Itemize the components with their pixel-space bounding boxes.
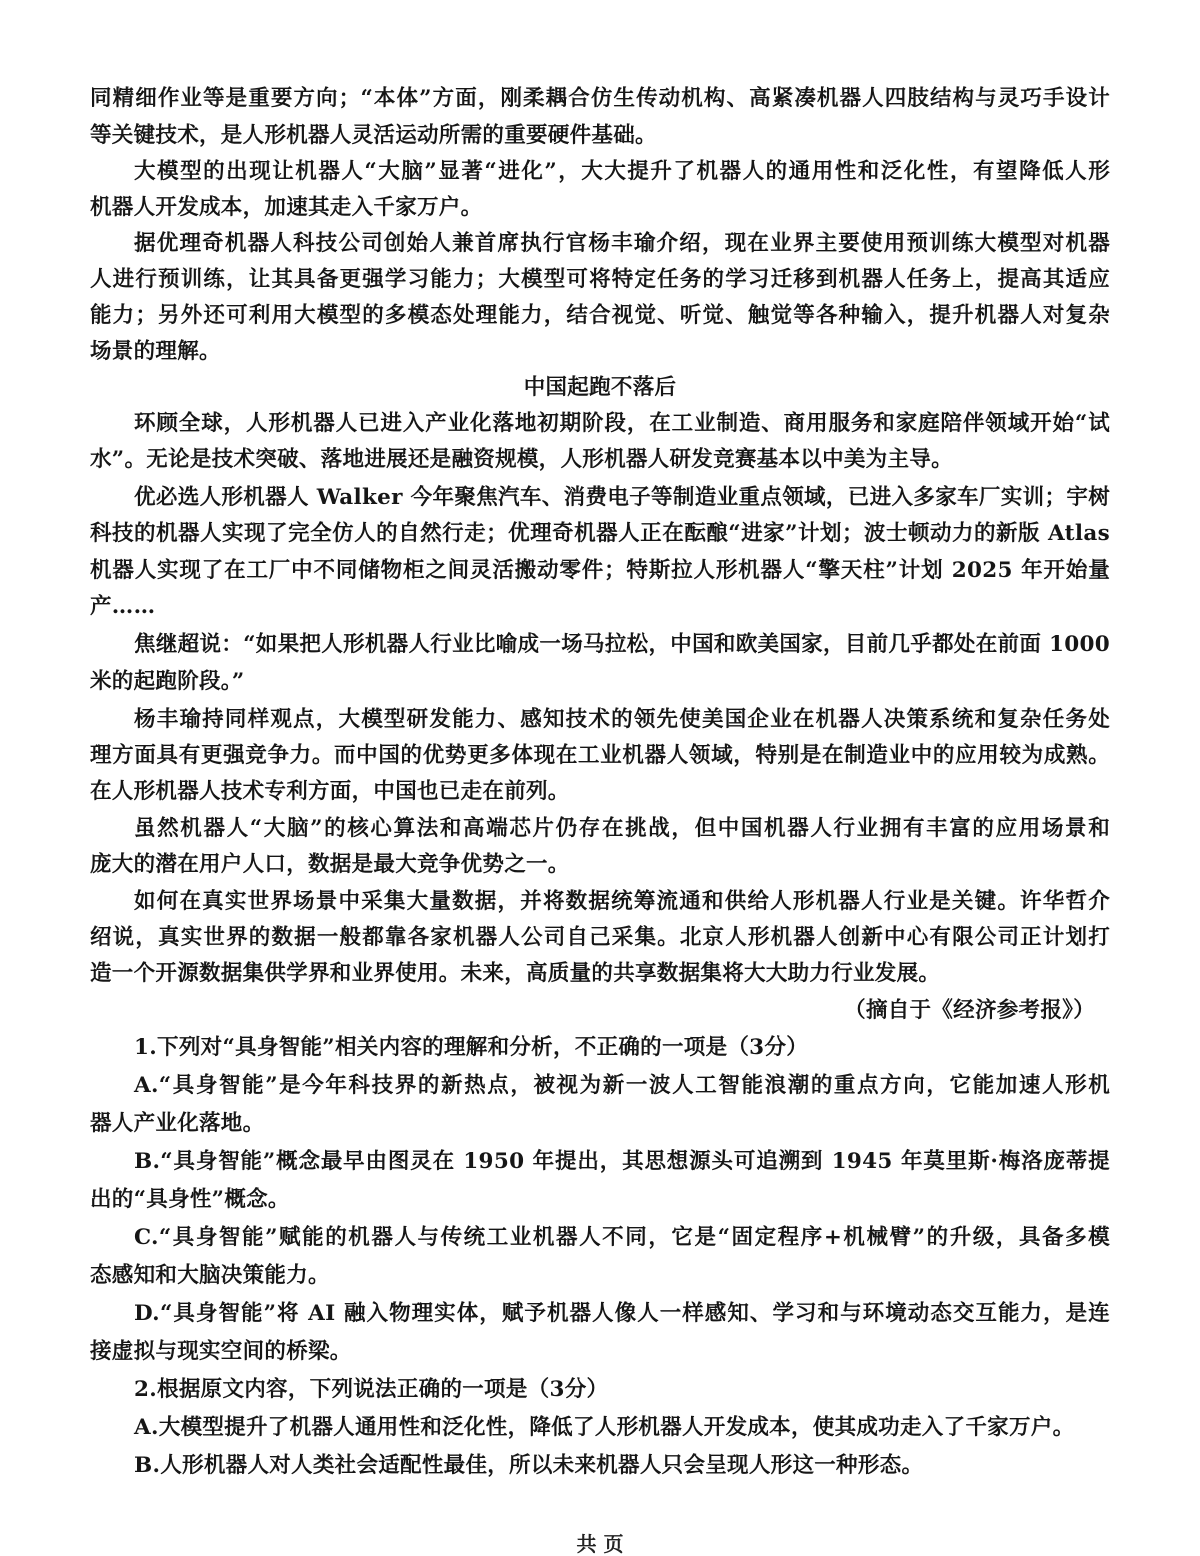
- text-line: 庞大的潜在用户人口，数据是最大竞争优势之一。: [90, 852, 570, 877]
- text-line: 等关键技术，是人形机器人灵活运动所需的重要硬件基础。: [90, 123, 657, 148]
- text-line: 优必选人形机器人 Walker 今年聚焦汽车、消费电子等制造业重点领域，已进入多家车厂实训；宇树: [134, 485, 1110, 510]
- text-line: 科技的机器人实现了完全仿人的自然行走；优理奇机器人正在酝酿“进家”计划；波士顿动力的新版 Atlas: [90, 521, 1110, 546]
- text-line: 理方面具有更强竞争力。而中国的优势更多体现在工业机器人领域，特别是在制造业中的应用较为成熟。: [90, 743, 1110, 768]
- text-line: 接虚拟与现实空间的桥梁。: [90, 1339, 352, 1364]
- text-line: 米的起跑阶段。”: [90, 669, 245, 694]
- text-line: 水”。无论是技术突破、落地进展还是融资规模，人形机器人研发竞赛基本以中美为主导。: [90, 447, 953, 472]
- section-heading: 中国起跑不落后: [523, 375, 677, 400]
- text-line: 能力；另外还可利用大模型的多模态处理能力，结合视觉、听觉、触觉等各种输入，提升机器人对复杂: [90, 303, 1110, 328]
- text-line: 人进行预训练，让其具备更强学习能力；大模型可将特定任务的学习迁移到机器人任务上，提高其适应: [90, 267, 1110, 292]
- text-line: 大模型的出现让机器人“大脑”显著“进化”，大大提升了机器人的通用性和泛化性，有望降低人形: [134, 159, 1110, 184]
- text-line: 焦继超说：“如果把人形机器人行业比喻成一场马拉松，中国和欧美国家，目前几乎都处在前面 1000: [134, 632, 1110, 657]
- text-line: B.人形机器人对人类社会适配性最佳，所以未来机器人只会呈现人形这一种形态。: [134, 1453, 924, 1478]
- text-line: 虽然机器人“大脑”的核心算法和高端芯片仍存在挑战，但中国机器人行业拥有丰富的应用场景和: [134, 816, 1110, 841]
- text-line: C.“具身智能”赋能的机器人与传统工业机器人不同，它是“固定程序+机械臂”的升级，具备多模: [134, 1225, 1110, 1250]
- text-line: 在人形机器人技术专利方面，中国也已走在前列。: [90, 779, 570, 804]
- text-line: 机器人实现了在工厂中不同储物柜之间灵活搬动零件；特斯拉人形机器人“擎天柱”计划 2025 年开始量: [90, 558, 1110, 583]
- text-line: 场景的理解。: [90, 339, 221, 364]
- text-line: 1.下列对“具身智能”相关内容的理解和分析，不正确的一项是（3分）: [134, 1035, 809, 1060]
- text-line: A.大模型提升了机器人通用性和泛化性，降低了人形机器人开发成本，使其成功走入了千家万户。: [134, 1415, 1075, 1440]
- text-line: 2.根据原文内容，下列说法正确的一项是（3分）: [134, 1377, 609, 1402]
- text-line: B.“具身智能”概念最早由图灵在 1950 年提出，其思想源头可追溯到 1945 年莫里斯·梅洛庞蒂提: [134, 1149, 1110, 1174]
- text-line: 如何在真实世界场景中采集大量数据，并将数据统筹流通和供给人形机器人行业是关键。许华哲介: [134, 889, 1110, 914]
- text-line: 杨丰瑜持同样观点，大模型研发能力、感知技术的领先使美国企业在机器人决策系统和复杂任务处: [134, 707, 1110, 732]
- page-footer: 共 页: [576, 1532, 624, 1556]
- text-line: 同精细作业等是重要方向；“本体”方面，刚柔耦合仿生传动机构、高紧凑机器人四肢结构与灵巧手设计: [90, 86, 1110, 111]
- text-line: 据优理奇机器人科技公司创始人兼首席执行官杨丰瑜介绍，现在业界主要使用预训练大模型对机器: [134, 231, 1110, 256]
- source-citation: （摘自于《经济参考报》）: [844, 998, 1095, 1023]
- text-line: D.“具身智能”将 AI 融入物理实体，赋予机器人像人一样感知、学习和与环境动态交互能力，是连: [134, 1301, 1110, 1326]
- text-line: 造一个开源数据集供学界和业界使用。未来，高质量的共享数据集将大大助力行业发展。: [90, 961, 941, 986]
- text-line: 出的“具身性”概念。: [90, 1187, 290, 1212]
- text-line: A.“具身智能”是今年科技界的新热点，被视为新一波人工智能浪潮的重点方向，它能加速人形机: [134, 1073, 1110, 1098]
- text-line: 机器人开发成本，加速其走入千家万户。: [90, 195, 483, 220]
- text-line: 态感知和大脑决策能力。: [90, 1263, 330, 1288]
- text-line: 产……: [90, 594, 156, 619]
- text-line: 环顾全球，人形机器人已进入产业化落地初期阶段，在工业制造、商用服务和家庭陪伴领域开始“试: [134, 411, 1110, 436]
- text-line: 绍说，真实世界的数据一般都靠各家机器人公司自己采集。北京人形机器人创新中心有限公司正计划打: [90, 925, 1110, 950]
- text-line: 器人产业化落地。: [90, 1111, 265, 1136]
